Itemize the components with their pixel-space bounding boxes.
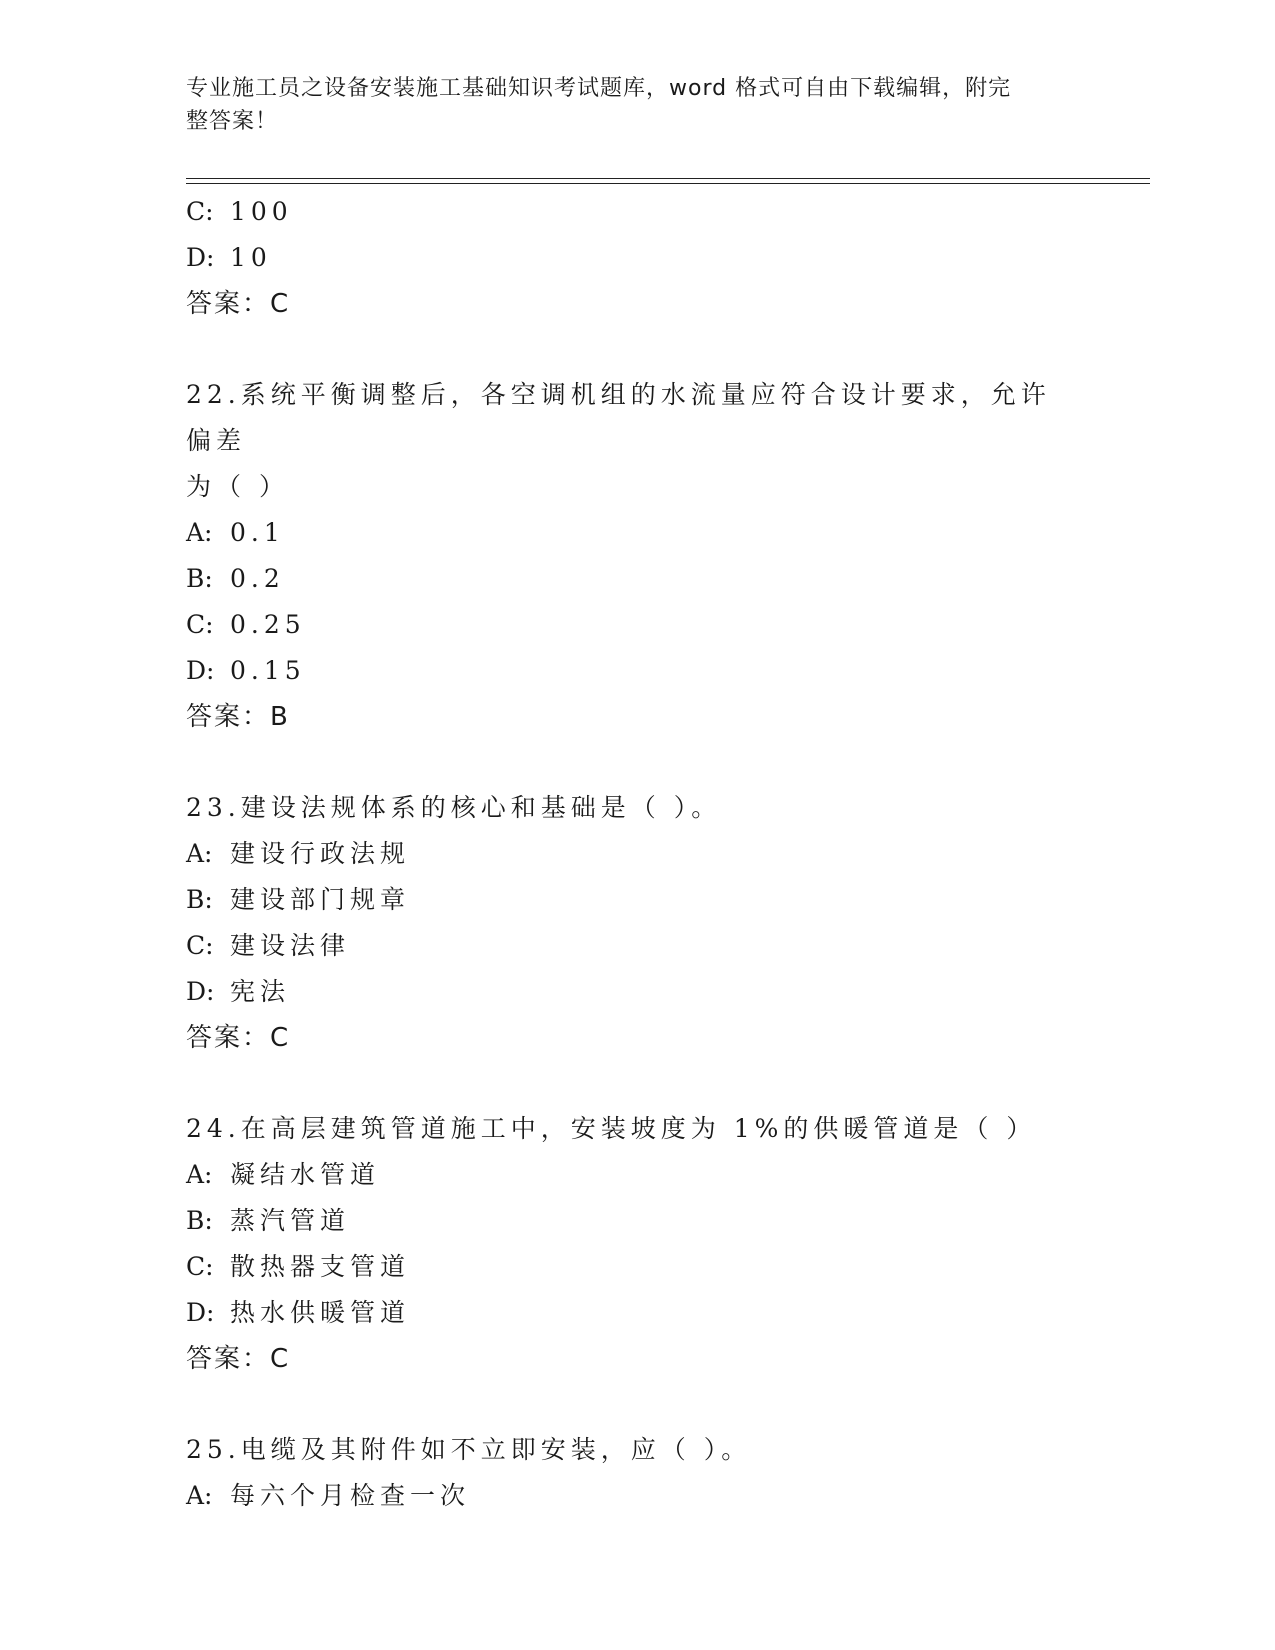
option-a: [186, 831, 1086, 877]
question-22: [186, 372, 1086, 740]
question-stem-line-1: 22.系统平衡调整后，各空调机组的水流量应符合设计要求，允许偏差: [186, 380, 1051, 455]
option-label: C:: [186, 1252, 214, 1281]
spacer: [186, 1061, 1086, 1106]
option-text: 建设部门规章: [230, 885, 411, 914]
option-text: 建设行政法规: [230, 839, 411, 868]
option-c: [186, 189, 1086, 235]
option-d: [186, 969, 1086, 1015]
option-label: B:: [186, 564, 213, 593]
option-text: 每六个月检查一次: [230, 1481, 471, 1510]
option-label: A:: [186, 518, 213, 547]
option-label: D:: [186, 656, 215, 685]
document-header: [186, 72, 1066, 138]
option-text: 热水供暖管道: [230, 1298, 411, 1327]
option-b: [186, 556, 1086, 602]
answer-line: 答案：B: [186, 702, 290, 732]
option-text: 0.25: [230, 610, 306, 639]
option-label: A:: [186, 1160, 213, 1189]
prev-question-block: [186, 189, 1086, 327]
question-stem: [186, 372, 1076, 510]
option-a: [186, 1152, 1086, 1198]
option-label: A:: [186, 839, 213, 868]
answer-line: 答案：C: [186, 1023, 291, 1053]
option-text: 凝结水管道: [230, 1160, 381, 1189]
option-d: [186, 648, 1086, 694]
option-label: D:: [186, 977, 215, 1006]
question-stem-line-2: 为（ ）: [186, 472, 289, 501]
option-label: D:: [186, 1298, 215, 1327]
option-text: 散热器支管道: [230, 1252, 411, 1281]
question-24: [186, 1106, 1086, 1382]
option-b: [186, 877, 1086, 923]
question-list: [186, 189, 1086, 1519]
question-stem: [186, 785, 1076, 831]
question-stem-line-1: 24.在高层建筑管道施工中，安装坡度为 1%的供暖管道是（ ）: [186, 1114, 1037, 1143]
option-d: [186, 1290, 1086, 1336]
spacer: [186, 327, 1086, 372]
question-stem: [186, 1106, 1076, 1152]
option-label: A:: [186, 1481, 213, 1510]
option-text: 0.2: [230, 564, 285, 593]
option-b: [186, 1198, 1086, 1244]
spacer: [186, 1382, 1086, 1427]
question-23: [186, 785, 1086, 1061]
option-label: B:: [186, 885, 213, 914]
option-text: 0.1: [230, 518, 285, 547]
option-label: C:: [186, 197, 214, 226]
option-text: 建设法律: [230, 931, 351, 960]
option-label: C:: [186, 610, 214, 639]
question-stem-line-1: 25.电缆及其附件如不立即安装，应（ ）。: [186, 1435, 752, 1464]
spacer: [186, 740, 1086, 785]
option-c: [186, 1244, 1086, 1290]
option-label: B:: [186, 1206, 213, 1235]
option-text: 蒸汽管道: [230, 1206, 351, 1235]
option-text: 0.15: [230, 656, 306, 685]
header-rule-bottom: [186, 183, 1150, 184]
option-c: [186, 923, 1086, 969]
option-text: 100: [230, 197, 293, 226]
question-stem-line-1: 23.建设法规体系的核心和基础是（ ）。: [186, 793, 722, 822]
answer-line: 答案：C: [186, 289, 291, 319]
header-line-2: 整答案！: [186, 109, 279, 134]
question-25: [186, 1427, 1086, 1519]
option-c: [186, 602, 1086, 648]
option-d: [186, 235, 1086, 281]
header-rule-top: [186, 178, 1150, 179]
option-text: 10: [230, 243, 272, 272]
option-a: [186, 1473, 1086, 1519]
question-stem: [186, 1427, 1076, 1473]
header-line-1: 专业施工员之设备安装施工基础知识考试题库，word 格式可自由下载编辑，附完: [186, 76, 1012, 101]
option-label: D:: [186, 243, 215, 272]
option-a: [186, 510, 1086, 556]
option-label: C:: [186, 931, 214, 960]
option-text: 宪法: [230, 977, 291, 1006]
answer-line: 答案：C: [186, 1344, 291, 1374]
